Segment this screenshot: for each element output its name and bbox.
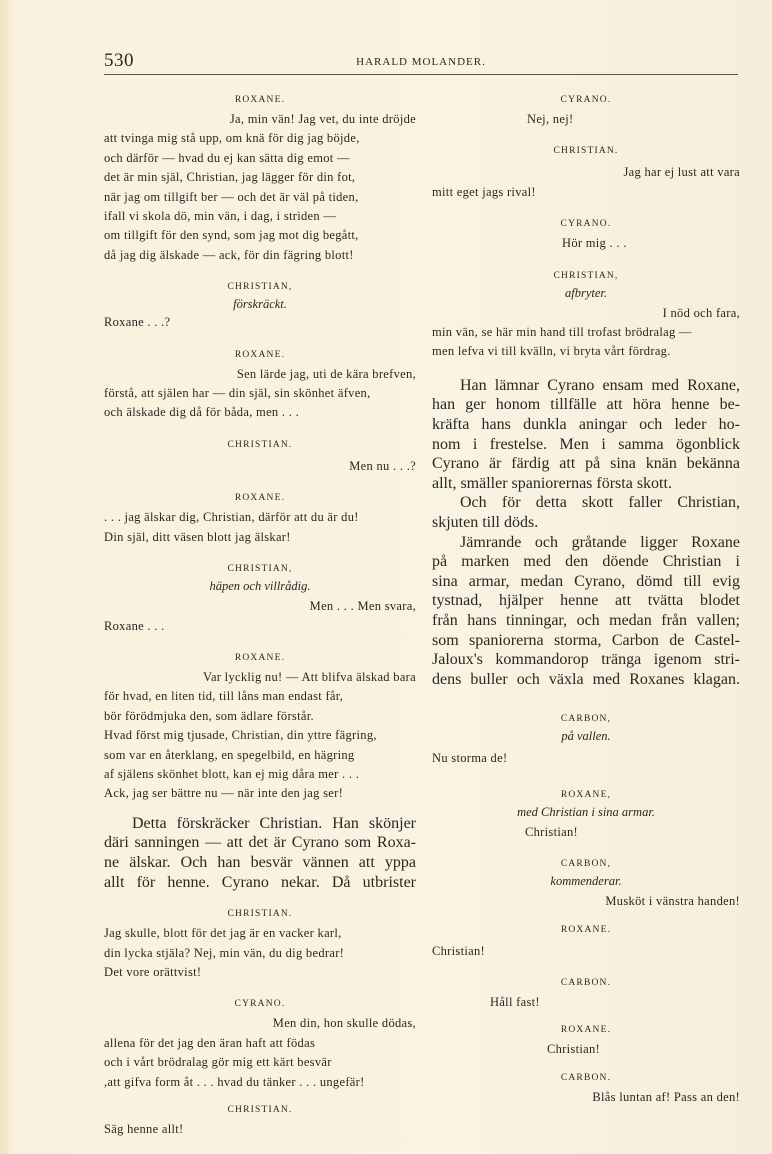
verse-line: och därför — hvad du ej kan sätta dig emot — [104,150,350,165]
verse-block [432,993,740,1012]
stage-direction: med Christian i sina armar. [517,804,655,819]
verse-block [432,304,740,362]
speaker-label: CHRISTIAN. [553,146,619,157]
prose-line: allt för henne. Cyrano nekar. Då utbrister [104,873,416,891]
narrative-paragraph [432,533,740,690]
prose-line: allt, smäller spaniorernas första skott. [432,474,672,492]
verse-line: Men . . . Men svara, [309,599,416,614]
prose-line: skjuten till döds. [432,514,539,531]
verse-line: Christian! [547,1042,600,1057]
verse-line: Musköt i vänstra handen! [605,894,740,909]
verse-line: Nej, nej! [527,112,574,126]
speaker-label: ROXANE, [560,789,612,800]
prose-line: på marken med den döende Christian i [432,553,740,571]
prose-line: Jaloux's kommandorop tränga igenom stri- [432,651,740,669]
prose-line: sina armar, medan Cyrano, dömd till evig [432,572,740,590]
prose-line: ne älskar. Och han besvär vännen att yppa [104,853,416,871]
prose-line: tystnad, hjälper henne att tvätta blodet [432,592,740,610]
narrative-paragraph [104,814,416,892]
verse-block [104,924,416,982]
verse-line: när jag om tillgift ber — och det är väl på tiden, [104,189,359,204]
speaker-label: CHRISTIAN, [227,282,293,293]
verse-line: Roxane . . .? [104,315,171,330]
verse-line: det är min själ, Christian, jag lägger för din fot, [104,170,356,185]
verse-line: allena för det jag den äran haft att födas [104,1035,316,1050]
prose-line: dens buller och växla med Roxanes klagan. [432,670,740,688]
speaker-label: CYRANO. [234,999,286,1010]
speaker-label: ROXANE. [234,493,286,504]
verse-line: och älskade dig då för båda, men . . . [104,405,300,420]
verse-block [104,110,416,265]
speaker-label: CYRANO. [560,219,612,230]
verse-line: Hvad först mig tjusade, Christian, din yttre fägring, [104,728,377,743]
verse-line: och i vårt brödralag gör mig ett kärt besvär [104,1055,332,1070]
stage-direction: kommenderar. [550,874,622,889]
page-header [104,50,738,75]
verse-block [432,1088,740,1107]
prose-line: han ger honom tillfälle att höra henne be- [432,396,740,414]
verse-line: Säg henne allt! [104,1121,184,1136]
speaker-label: CARBON. [560,1072,612,1083]
verse-block [104,365,416,423]
verse-line: Men din, hon skulle dödas, [272,1016,416,1031]
verse-block [104,1014,416,1092]
verse-line: Christian! [432,943,485,958]
narrative-paragraph [432,376,740,494]
verse-line: Ja, min vän! Jag vet, du inte dröjde [229,112,416,126]
verse-line: I nöd och fara, [662,305,740,320]
verse-block [104,1120,416,1139]
verse-block [432,892,740,911]
prose-line: Och för detta skott faller Christian, [460,494,740,512]
verse-block [104,313,416,332]
verse-line: Christian! [525,824,578,839]
verse-line: förstå, att själen har — din själ, sin skönhet äfven, [104,386,371,401]
verse-block [432,110,740,129]
verse-line: Sen lärde jag, uti de kära brefven, [236,366,416,381]
verse-line: af själens skönhet blott, kan ej mig dåra mer . . . [104,766,360,781]
verse-block [104,597,416,636]
verse-block [432,942,740,961]
prose-line: Detta förskräcker Christian. Han skönjer [132,814,416,832]
stage-direction: på vallen. [561,729,611,744]
prose-line: nom i frestelse. Men i samma ögonblick [432,435,740,453]
narrative-paragraph [432,493,740,532]
speaker-label: CYRANO. [560,95,612,105]
speaker-label: ROXANE. [560,924,612,935]
prose-line: kräfta hans dunkla aningar och leder ho- [432,416,740,434]
verse-line: Ack, jag ser bättre nu — när inte den jag ser! [104,786,344,801]
verse-block [432,1040,740,1059]
verse-line: min vän, se här min hand till trofast brödralag — [432,325,692,340]
running-head: HARALD MOLANDER. [356,56,486,68]
stage-direction: förskräckt. [233,297,287,312]
prose-line: från hans tinningar, och medan från vallen; [432,611,740,629]
speaker-label: ROXANE. [234,95,286,105]
verse-block [432,749,740,768]
verse-line: Roxane . . . [104,618,165,633]
stage-direction: afbryter. [564,285,607,300]
speaker-label: CARBON, [560,859,612,870]
speaker-label: ROXANE. [234,349,286,360]
verse-line: då jag dig älskade — ack, för din fägring blott! [104,247,354,262]
verse-line: att tvinga mig stå upp, om knä för dig jag böjde, [104,131,360,146]
verse-line: ifall vi skola dö, min vän, i dag, i striden — [104,209,337,224]
prose-line: Cyrano är färdig att på sina knän bekänna [432,455,740,473]
prose-line: däri sanningen — att det är Cyrano som Roxa- [104,834,416,852]
speaker-label: ROXANE. [560,1025,612,1036]
verse-line: Var lycklig nu! — Att blifva älskad bara [203,669,416,684]
left-column [104,92,416,1139]
verse-line: om tillgift för den synd, som jag mot dig begått, [104,228,359,243]
speaker-label: CARBON, [560,714,612,725]
verse-line: Blås luntan af! Pass an den! [592,1089,740,1104]
verse-line: som var en återklang, en spegelbild, en hägring [104,747,355,762]
verse-line: för hvad, en liten tid, till låns man endast får, [104,689,344,704]
verse-block [432,163,740,202]
verse-line: ,att gifva form åt . . . hvad du tänker . . . ungefär! [104,1074,365,1089]
speaker-label: CHRISTIAN. [227,1104,293,1115]
verse-line: din lycka stjäla? Nej, min vän, du dig bedrar! [104,945,345,960]
speaker-label: CHRISTIAN, [227,564,293,575]
verse-block [432,234,740,253]
verse-line: Jag har ej lust att vara [623,165,740,180]
verse-line: Det vore orättvist! [104,964,202,979]
verse-block [104,668,416,804]
prose-line: Han lämnar Cyrano ensam med Roxane, [460,376,740,394]
verse-block [104,457,416,476]
speaker-label: CARBON. [560,977,612,988]
speaker-label: ROXANE. [234,652,286,663]
verse-line: . . . jag älskar dig, Christian, därför att du är du! [104,510,359,525]
verse-block [432,823,740,842]
page-number: 530 [104,50,134,71]
verse-line: Men nu . . .? [349,458,416,473]
speaker-label: CHRISTIAN. [227,439,293,450]
verse-block [104,508,416,547]
verse-line: Hör mig . . . [562,236,627,251]
prose-line: som spaniorerna storma, Carbon de Castel- [432,631,740,649]
verse-line: men lefva vi till kvälln, vi bryta vårt fördrag. [432,344,671,359]
stage-direction: häpen och villrådig. [209,579,311,594]
verse-line: Jag skulle, blott för det jag är en vacker karl, [104,926,342,941]
verse-line: mitt eget jags rival! [432,184,536,199]
speaker-label: CHRISTIAN, [553,270,619,281]
verse-line: Nu storma de! [432,751,508,766]
right-column [432,92,740,1107]
speaker-label: CHRISTIAN. [227,909,293,920]
verse-line: Din själ, ditt väsen blott jag älskar! [104,529,291,544]
verse-line: bör förödmjuka den, som ädlare förstår. [104,708,314,723]
verse-line: Håll fast! [490,994,540,1009]
prose-line: Jämrande och gråtande ligger Roxane [460,533,740,551]
